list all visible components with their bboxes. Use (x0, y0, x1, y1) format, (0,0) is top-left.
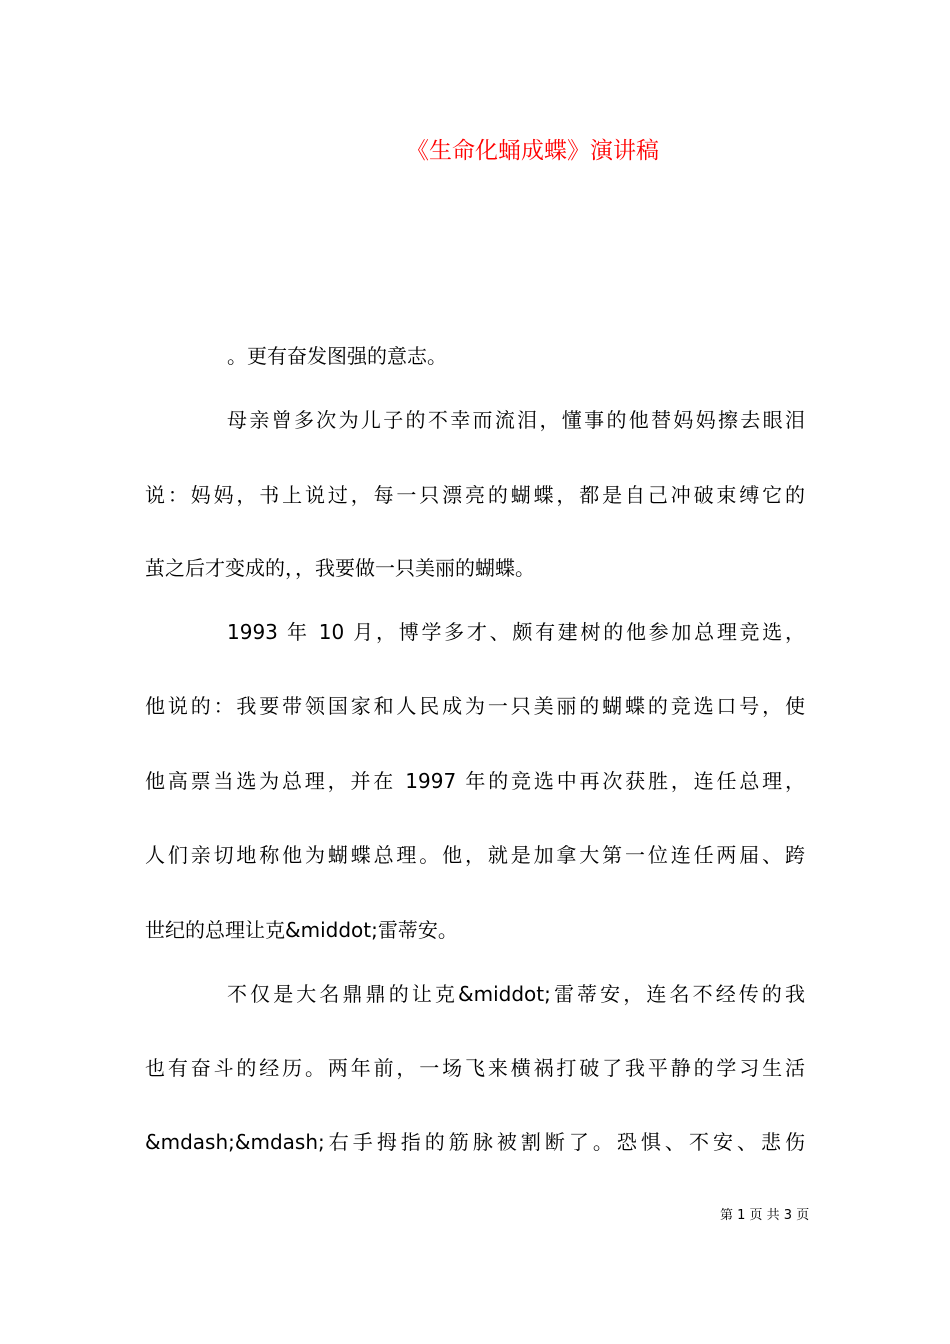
paragraph-line: 不仅是大名鼎鼎的让克&middot;雷蒂安，连名不经传的我 (227, 982, 805, 1006)
paragraph-line: 世纪的总理让克&middot;雷蒂安。 (145, 918, 458, 942)
paragraph-line: 人们亲切地称他为蝴蝶总理。他，就是加拿大第一位连任两届、跨 (145, 843, 805, 867)
paragraph-line: 他说的：我要带领国家和人民成为一只美丽的蝴蝶的竞选口号，使 (145, 694, 805, 718)
document-title: 《生命化蛹成蝶》演讲稿 (406, 138, 659, 164)
paragraph-line: 说：妈妈，书上说过，每一只漂亮的蝴蝶，都是自己冲破束缚它的 (145, 483, 805, 507)
paragraph-line: 。更有奋发图强的意志。 (227, 344, 447, 368)
paragraph-line: &mdash;&mdash;右手拇指的筋脉被割断了。恐惧、不安、悲伤 (145, 1130, 805, 1154)
page-number-footer: 第 1 页 共 3 页 (720, 1208, 810, 1223)
paragraph-line: 母亲曾多次为儿子的不幸而流泪，懂事的他替妈妈擦去眼泪 (227, 408, 805, 432)
paragraph-line: 1993 年 10 月，博学多才、颇有建树的他参加总理竞选， (227, 620, 805, 644)
paragraph-line: 他高票当选为总理，并在 1997 年的竞选中再次获胜，连任总理， (145, 769, 805, 793)
paragraph-line: 茧之后才变成的，，我要做一只美丽的蝴蝶。 (145, 556, 535, 580)
paragraph-line: 也有奋斗的经历。两年前，一场飞来横祸打破了我平静的学习生活 (145, 1056, 805, 1080)
